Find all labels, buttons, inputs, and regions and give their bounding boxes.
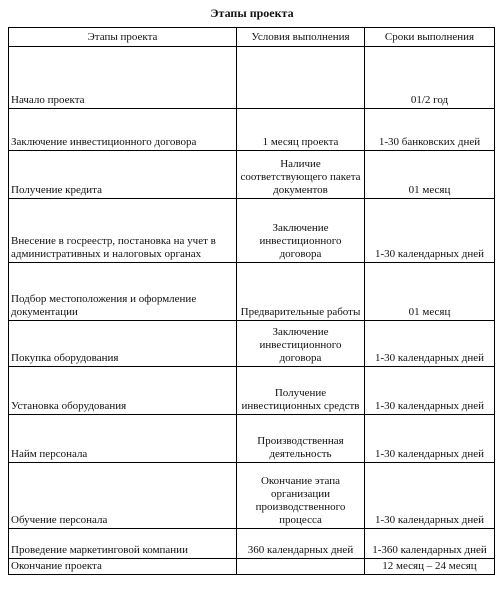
condition-cell: Окончание этапа организации производственного процесса [237,463,365,529]
table-row [9,321,495,367]
stage-cell: Внесение в госреестр, постановка на учет в административных и налоговых органах [9,199,237,263]
term-cell: 1-30 календарных дней [365,321,495,367]
header-condition: Условия выполнения [237,28,365,47]
stage-cell: Заключение инвестиционного договора [9,109,237,151]
term-cell: 12 месяц – 24 месяц [365,559,495,575]
term-cell: 01 месяц [365,263,495,321]
condition-cell: Предварительные работы [237,263,365,321]
table-row [9,263,495,321]
condition-cell: 1 месяц проекта [237,109,365,151]
term-cell: 1-30 календарных дней [365,367,495,415]
stage-cell: Обучение персонала [9,463,237,529]
table-row [9,199,495,263]
stage-cell: Подбор местоположения и оформление документации [9,263,237,321]
condition-cell: Производственная деятельность [237,415,365,463]
condition-cell [237,47,365,109]
table-row [9,47,495,109]
stage-cell: Покупка оборудования [9,321,237,367]
stage-cell: Проведение маркетинговой компании [9,529,237,559]
term-cell: 1-30 календарных дней [365,415,495,463]
stage-cell: Получение кредита [9,151,237,199]
term-cell: 1-360 календарных дней [365,529,495,559]
table-row [9,415,495,463]
term-cell: 01 месяц [365,151,495,199]
term-cell: 1-30 банковских дней [365,109,495,151]
stage-cell: Окончание проекта [9,559,237,575]
table-row [9,151,495,199]
header-stage: Этапы проекта [9,28,237,47]
condition-cell: Получение инвестиционных средств [237,367,365,415]
condition-cell [237,559,365,575]
stage-cell: Установка оборудования [9,367,237,415]
table-row [9,559,495,575]
table-row [9,529,495,559]
stage-cell: Найм персонала [9,415,237,463]
condition-cell: 360 календарных дней [237,529,365,559]
header-term: Сроки выполнения [365,28,495,47]
table-row [9,367,495,415]
table-row [9,463,495,529]
table-title: Этапы проекта [210,6,294,20]
project-stages-table [8,27,495,575]
condition-cell: Заключение инвестиционного договора [237,199,365,263]
term-cell: 1-30 календарных дней [365,463,495,529]
condition-cell: Заключение инвестиционного договора [237,321,365,367]
header-row [9,28,495,47]
term-cell: 01/2 год [365,47,495,109]
term-cell: 1-30 календарных дней [365,199,495,263]
table-row [9,109,495,151]
condition-cell: Наличие соответствующего пакета документов [237,151,365,199]
stage-cell: Начало проекта [9,47,237,109]
